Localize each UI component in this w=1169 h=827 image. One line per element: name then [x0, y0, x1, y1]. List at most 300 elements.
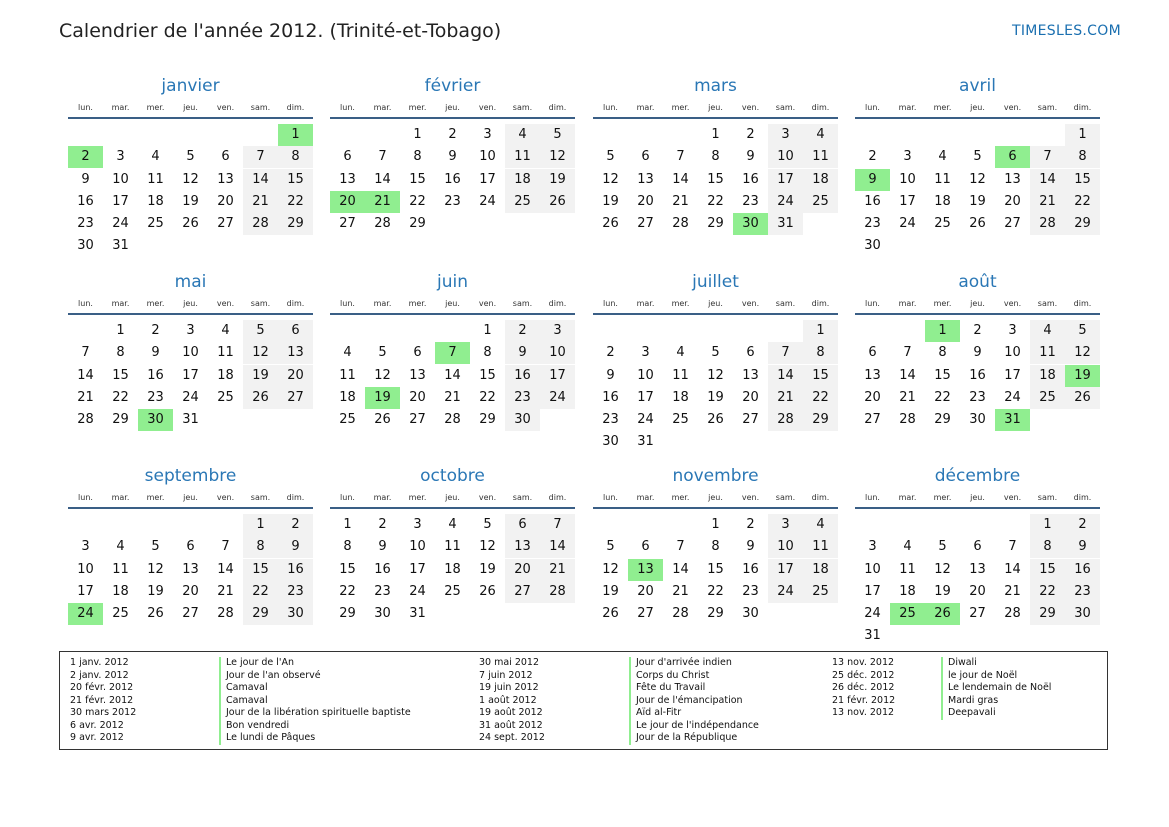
weekday-header: dim.: [286, 299, 305, 308]
day-cell: 24: [182, 389, 199, 405]
day-cell: 8: [711, 539, 720, 555]
day-cell: 25: [147, 216, 164, 231]
holiday-name: Mardi gras: [941, 695, 998, 708]
day-cell: 15: [803, 365, 838, 387]
day-cell: 7: [676, 149, 685, 165]
day-cell: 29: [803, 409, 838, 431]
holiday-name: Jour de la République: [629, 732, 737, 745]
day-cell: 26: [969, 216, 986, 231]
day-cell: 4: [505, 124, 540, 146]
day-cell: 18: [444, 561, 461, 577]
day-cell: 22: [707, 193, 724, 209]
day-cell: 18: [112, 583, 129, 599]
weekday-header: lun.: [78, 299, 93, 308]
day-cell: 13: [505, 536, 540, 558]
weekday-header: jeu.: [445, 493, 460, 502]
day-cell: 16: [77, 193, 94, 209]
weekday-header: mer.: [408, 103, 427, 112]
day-cell: 23: [602, 412, 619, 427]
day-cell: 21: [899, 389, 916, 405]
day-cell: 8: [1065, 146, 1100, 168]
day-cell: 22: [803, 387, 838, 409]
day-cell: 17: [899, 193, 916, 209]
day-cell: 30: [742, 606, 759, 621]
holiday-day-cell: 6: [995, 146, 1030, 168]
weekday-header: mar.: [636, 493, 655, 502]
day-cell: 31: [637, 434, 654, 450]
day-cell: 13: [409, 367, 426, 383]
day-cell: 5: [186, 149, 195, 165]
day-cell: 18: [217, 367, 234, 383]
holiday-name: Jour d'arrivée indien: [629, 657, 732, 670]
day-cell: 11: [112, 561, 129, 577]
day-cell: 23: [1065, 581, 1100, 603]
weekday-header: lun.: [865, 103, 880, 112]
day-cell: 14: [1030, 169, 1065, 191]
day-cell: 11: [934, 171, 951, 187]
day-cell: 20: [742, 389, 759, 405]
day-cell: 16: [505, 365, 540, 387]
day-cell: 9: [505, 342, 540, 364]
day-cell: 17: [768, 559, 803, 581]
weekday-header: sam.: [250, 299, 271, 308]
day-cell: 10: [479, 149, 496, 165]
day-cell: 17: [1004, 367, 1021, 383]
day-cell: 28: [540, 581, 575, 603]
day-cell: 31: [864, 628, 881, 644]
day-cell: 1: [1030, 514, 1065, 536]
day-cell: 31: [182, 412, 199, 427]
day-cell: 15: [339, 561, 356, 577]
day-cell: 17: [409, 561, 426, 577]
day-cell: 30: [374, 606, 391, 621]
day-cell: 20: [182, 583, 199, 599]
day-cell: 5: [540, 124, 575, 146]
day-cell: 21: [540, 559, 575, 581]
day-cell: 24: [479, 193, 496, 209]
day-cell: 12: [540, 146, 575, 168]
weekday-header: dim.: [811, 103, 830, 112]
day-cell: 8: [116, 345, 125, 361]
month-header-rule: [855, 507, 1100, 509]
day-cell: 10: [637, 367, 654, 383]
holiday-day-cell: 20: [330, 191, 365, 213]
day-cell: 1: [116, 323, 125, 338]
day-cell: 6: [186, 539, 195, 555]
day-cell: 11: [339, 367, 356, 383]
day-cell: 17: [112, 193, 129, 209]
day-cell: 21: [1004, 583, 1021, 599]
month-4: [855, 76, 1100, 266]
day-cell: 27: [409, 412, 426, 427]
day-cell: 28: [243, 213, 278, 235]
day-cell: 4: [343, 345, 352, 361]
day-cell: 14: [444, 367, 461, 383]
day-cell: 30: [602, 434, 619, 450]
month-name: septembre: [144, 466, 237, 486]
holiday-date: 19 juin 2012: [479, 682, 539, 693]
day-cell: 28: [77, 412, 94, 427]
day-cell: 28: [1004, 606, 1021, 621]
day-cell: 29: [112, 412, 129, 427]
day-cell: 13: [969, 561, 986, 577]
day-cell: 16: [374, 561, 391, 577]
month-5: [68, 272, 313, 462]
day-cell: 19: [182, 193, 199, 209]
month-7: [593, 272, 838, 462]
day-cell: 19: [934, 583, 951, 599]
weekday-header: lun.: [865, 493, 880, 502]
month-name: avril: [959, 76, 996, 96]
day-cell: 19: [147, 583, 164, 599]
holiday-date: 24 sept. 2012: [479, 732, 545, 743]
holiday-date: 9 avr. 2012: [70, 732, 124, 743]
day-cell: 13: [1004, 171, 1021, 187]
day-cell: 3: [868, 539, 877, 555]
weekday-header: jeu.: [708, 299, 723, 308]
day-cell: 30: [864, 238, 881, 254]
weekday-header: jeu.: [445, 299, 460, 308]
day-cell: 1: [483, 323, 492, 338]
day-cell: 6: [343, 149, 352, 165]
weekday-header: mer.: [408, 493, 427, 502]
day-cell: 26: [182, 216, 199, 231]
day-cell: 17: [768, 169, 803, 191]
day-cell: 7: [676, 539, 685, 555]
day-cell: 29: [707, 606, 724, 621]
day-cell: 25: [803, 581, 838, 603]
day-cell: 15: [409, 171, 426, 187]
day-cell: 1: [803, 320, 838, 342]
weekday-header: mer.: [933, 103, 952, 112]
day-cell: 10: [899, 171, 916, 187]
day-cell: 26: [374, 412, 391, 427]
day-cell: 11: [147, 171, 164, 187]
holiday-name: Jour de l'émancipation: [629, 695, 743, 708]
month-3: [593, 76, 838, 266]
day-cell: 19: [243, 365, 278, 387]
day-cell: 31: [768, 213, 803, 235]
day-cell: 6: [278, 320, 313, 342]
day-cell: 22: [707, 583, 724, 599]
holiday-name: Camaval: [219, 682, 268, 695]
day-cell: 2: [448, 127, 457, 142]
day-cell: 23: [864, 216, 881, 231]
day-cell: 9: [746, 539, 755, 555]
weekday-header: sam.: [775, 103, 796, 112]
day-cell: 14: [672, 171, 689, 187]
day-cell: 11: [505, 146, 540, 168]
page-title: Calendrier de l'année 2012. (Trinité-et-Tobago): [59, 20, 502, 42]
day-cell: 2: [746, 127, 755, 142]
day-cell: 8: [938, 345, 947, 361]
day-cell: 2: [868, 149, 877, 165]
day-cell: 7: [243, 146, 278, 168]
day-cell: 23: [444, 193, 461, 209]
day-cell: 15: [278, 169, 313, 191]
day-cell: 24: [409, 583, 426, 599]
weekday-header: sam.: [775, 493, 796, 502]
day-cell: 27: [217, 216, 234, 231]
day-cell: 7: [768, 342, 803, 364]
day-cell: 18: [505, 169, 540, 191]
month-6: [330, 272, 575, 462]
holiday-name: Bon vendredi: [219, 720, 289, 733]
day-cell: 17: [864, 583, 881, 599]
day-cell: 16: [742, 171, 759, 187]
day-cell: 21: [243, 191, 278, 213]
holiday-name: Le lundi de Pâques: [219, 732, 315, 745]
day-cell: 14: [243, 169, 278, 191]
weekday-header: dim.: [548, 493, 567, 502]
day-cell: 8: [413, 149, 422, 165]
holiday-name: Deepavali: [941, 707, 996, 720]
weekday-header: mer.: [146, 103, 165, 112]
day-cell: 1: [711, 517, 720, 532]
day-cell: 26: [1065, 387, 1100, 409]
day-cell: 17: [182, 367, 199, 383]
weekday-header: sam.: [512, 299, 533, 308]
brand-link[interactable]: TIMESLES.COM: [1012, 23, 1121, 39]
holiday-date: 26 déc. 2012: [832, 682, 895, 693]
day-cell: 8: [711, 149, 720, 165]
weekday-header: jeu.: [708, 103, 723, 112]
holiday-day-cell: 19: [1065, 365, 1100, 387]
day-cell: 26: [707, 412, 724, 427]
day-cell: 2: [151, 323, 160, 338]
day-cell: 20: [969, 583, 986, 599]
weekday-header: dim.: [1073, 493, 1092, 502]
weekday-header: ven.: [1003, 493, 1022, 502]
day-cell: 20: [864, 389, 881, 405]
day-cell: 15: [112, 367, 129, 383]
weekday-header: lun.: [78, 493, 93, 502]
day-cell: 29: [707, 216, 724, 231]
weekday-header: dim.: [811, 493, 830, 502]
weekday-header: jeu.: [708, 493, 723, 502]
holiday-day-cell: 25: [890, 603, 925, 625]
weekday-header: mar.: [636, 299, 655, 308]
day-cell: 8: [1030, 536, 1065, 558]
weekday-header: dim.: [811, 299, 830, 308]
day-cell: 16: [278, 559, 313, 581]
day-cell: 4: [803, 124, 838, 146]
weekday-header: sam.: [250, 103, 271, 112]
holiday-name: Le lendemain de Noël: [941, 682, 1051, 695]
weekday-header: lun.: [340, 103, 355, 112]
weekday-header: lun.: [603, 103, 618, 112]
day-cell: 20: [217, 193, 234, 209]
holiday-date: 30 mars 2012: [70, 707, 137, 718]
day-cell: 29: [278, 213, 313, 235]
day-cell: 13: [339, 171, 356, 187]
holiday-date: 1 août 2012: [479, 694, 537, 706]
day-cell: 12: [243, 342, 278, 364]
day-cell: 17: [479, 171, 496, 187]
day-cell: 5: [973, 149, 982, 165]
day-cell: 6: [413, 345, 422, 361]
holiday-day-cell: 31: [995, 409, 1030, 431]
day-cell: 14: [77, 367, 94, 383]
day-cell: 13: [182, 561, 199, 577]
day-cell: 18: [934, 193, 951, 209]
day-cell: 25: [505, 191, 540, 213]
day-cell: 19: [969, 193, 986, 209]
day-cell: 21: [768, 387, 803, 409]
holiday-name: Camaval: [219, 695, 268, 708]
day-cell: 17: [540, 365, 575, 387]
weekday-header: mer.: [146, 493, 165, 502]
day-cell: 25: [803, 191, 838, 213]
holiday-day-cell: 30: [138, 409, 173, 431]
weekday-header: ven.: [478, 103, 497, 112]
day-cell: 24: [768, 581, 803, 603]
day-cell: 5: [606, 539, 615, 555]
day-cell: 9: [973, 345, 982, 361]
weekday-header: dim.: [548, 299, 567, 308]
day-cell: 7: [903, 345, 912, 361]
day-cell: 30: [1065, 603, 1100, 625]
day-cell: 22: [278, 191, 313, 213]
holiday-day-cell: 7: [435, 342, 470, 364]
day-cell: 3: [768, 124, 803, 146]
day-cell: 26: [602, 216, 619, 231]
day-cell: 4: [116, 539, 125, 555]
day-cell: 22: [1030, 581, 1065, 603]
weekday-header: mar.: [373, 493, 392, 502]
day-cell: 18: [899, 583, 916, 599]
holiday-day-cell: 9: [855, 169, 890, 191]
day-cell: 16: [1065, 559, 1100, 581]
day-cell: 27: [637, 216, 654, 231]
day-cell: 13: [637, 171, 654, 187]
day-cell: 22: [1065, 191, 1100, 213]
day-cell: 15: [707, 561, 724, 577]
month-10: [330, 466, 575, 656]
day-cell: 4: [151, 149, 160, 165]
holiday-date: 13 nov. 2012: [832, 657, 895, 668]
day-cell: 9: [278, 536, 313, 558]
day-cell: 30: [505, 409, 540, 431]
weekday-header: ven.: [216, 299, 235, 308]
month-12: [855, 466, 1100, 656]
weekday-header: lun.: [78, 103, 93, 112]
day-cell: 25: [339, 412, 356, 427]
day-cell: 25: [217, 389, 234, 405]
day-cell: 30: [969, 412, 986, 427]
month-name: février: [424, 76, 481, 96]
weekday-header: mar.: [111, 493, 130, 502]
day-cell: 5: [938, 539, 947, 555]
day-cell: 17: [637, 389, 654, 405]
weekday-header: mer.: [933, 299, 952, 308]
day-cell: 9: [1065, 536, 1100, 558]
day-cell: 20: [409, 389, 426, 405]
day-cell: 10: [182, 345, 199, 361]
holiday-name: Diwali: [941, 657, 977, 670]
month-name: juillet: [692, 272, 739, 292]
day-cell: 16: [969, 367, 986, 383]
day-cell: 13: [217, 171, 234, 187]
month-header-rule: [330, 117, 575, 119]
holiday-date: 6 avr. 2012: [70, 719, 124, 731]
day-cell: 15: [479, 367, 496, 383]
day-cell: 28: [374, 216, 391, 231]
day-cell: 29: [1030, 603, 1065, 625]
holiday-day-cell: 1: [925, 320, 960, 342]
day-cell: 29: [339, 606, 356, 621]
day-cell: 6: [868, 345, 877, 361]
day-cell: 3: [186, 323, 195, 338]
day-cell: 15: [1030, 559, 1065, 581]
holiday-date: 31 août 2012: [479, 719, 543, 731]
day-cell: 27: [278, 387, 313, 409]
day-cell: 16: [742, 561, 759, 577]
day-cell: 6: [221, 149, 230, 165]
weekday-header: dim.: [286, 103, 305, 112]
day-cell: 8: [803, 342, 838, 364]
day-cell: 31: [112, 238, 129, 254]
day-cell: 5: [378, 345, 387, 361]
day-cell: 26: [479, 583, 496, 599]
day-cell: 15: [707, 171, 724, 187]
day-cell: 27: [182, 606, 199, 621]
day-cell: 4: [903, 539, 912, 555]
day-cell: 19: [479, 561, 496, 577]
day-cell: 15: [1065, 169, 1100, 191]
weekday-header: mer.: [146, 299, 165, 308]
day-cell: 22: [934, 389, 951, 405]
day-cell: 12: [969, 171, 986, 187]
day-cell: 8: [243, 536, 278, 558]
day-cell: 23: [147, 389, 164, 405]
month-header-rule: [330, 507, 575, 509]
weekday-header: dim.: [548, 103, 567, 112]
day-cell: 23: [374, 583, 391, 599]
day-cell: 23: [969, 389, 986, 405]
day-cell: 7: [1008, 539, 1017, 555]
day-cell: 12: [182, 171, 199, 187]
day-cell: 1: [413, 127, 422, 142]
month-header-rule: [68, 117, 313, 119]
holiday-date: 2 janv. 2012: [70, 669, 129, 681]
day-cell: 5: [151, 539, 160, 555]
day-cell: 25: [444, 583, 461, 599]
weekday-header: ven.: [1003, 103, 1022, 112]
day-cell: 26: [243, 387, 278, 409]
day-cell: 29: [934, 412, 951, 427]
holiday-date: 19 août 2012: [479, 707, 543, 718]
holiday-date: 21 févr. 2012: [70, 694, 134, 706]
day-cell: 3: [540, 320, 575, 342]
day-cell: 19: [707, 389, 724, 405]
day-cell: 19: [602, 193, 619, 209]
day-cell: 18: [1030, 365, 1065, 387]
day-cell: 14: [768, 365, 803, 387]
holiday-day-cell: 2: [68, 146, 103, 168]
day-cell: 29: [479, 412, 496, 427]
day-cell: 28: [672, 216, 689, 231]
holiday-name: le jour de Noël: [941, 670, 1017, 683]
day-cell: 14: [540, 536, 575, 558]
day-cell: 11: [217, 345, 234, 361]
day-cell: 5: [711, 345, 720, 361]
day-cell: 25: [934, 216, 951, 231]
day-cell: 11: [444, 539, 461, 555]
holiday-day-cell: 19: [365, 387, 400, 409]
weekday-header: mer.: [408, 299, 427, 308]
holiday-name: Aïd al-Fitr: [629, 707, 681, 720]
